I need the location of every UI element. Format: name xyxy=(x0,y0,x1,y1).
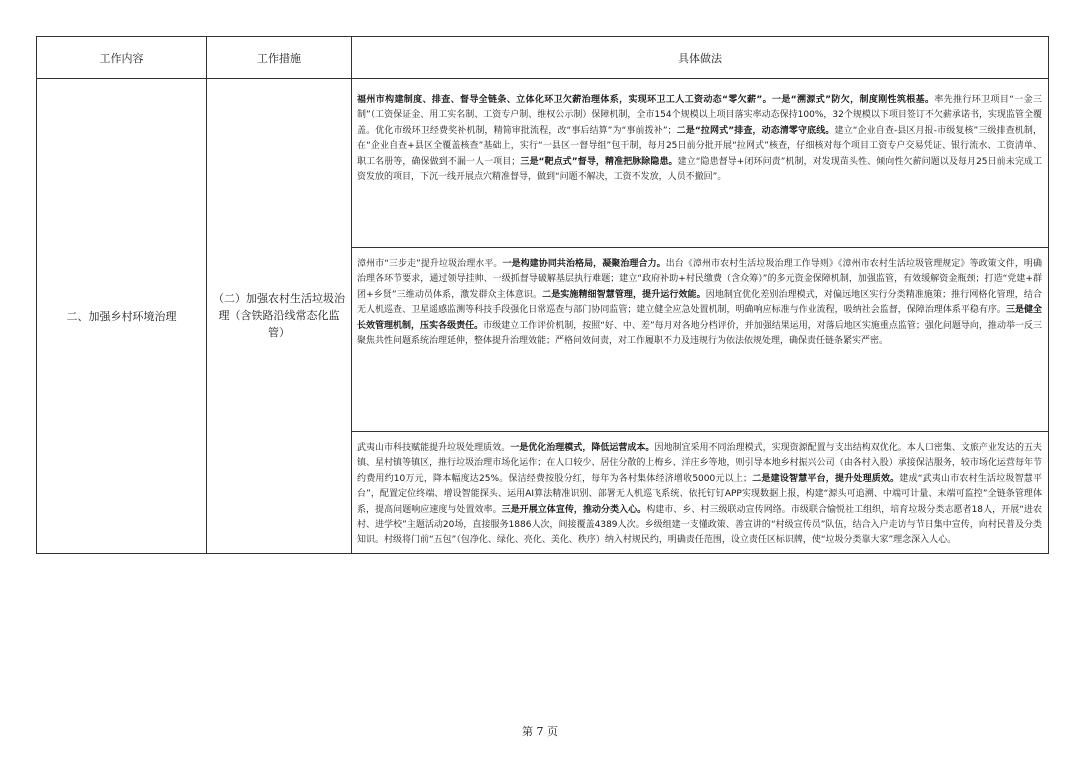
practice-key-point: 一是“溯源式”防欠，制度刚性筑根基。 xyxy=(772,95,935,105)
practice-text: 因地制宜采用不同治理模式，实现资源配置与支出结构双优化。本人口密集、文旅产业发达的五夫镇、星村镇等镇区，推行垃圾治理市场化运作；在人口较少、居住分散的上梅乡、洋庄乡等地，则引导本地乡村振兴公司（由各村入股）承接保洁服务，较市场化运营每年节约费用约10万元，降本幅度达25%。保洁经费按股分红，每年为各村集体经济增收5000元以上； xyxy=(357,443,1042,484)
practice-text: 建立“企业自查-县区月报-市级复核”三级排查机制，在“企业自查+县区全覆盖核查”基础上，实行“一县区一督导组”包干制，每月25日前分批开展“拉网式”核查，仔细核对每个项目工资专户交易凭证、银行流水、工资清单、职工名册等，确保做到不漏一人一项目； xyxy=(357,125,1042,167)
practice-block-zhangzhou xyxy=(352,248,1048,432)
table-row xyxy=(37,79,1049,554)
practice-key-point: 二是建设智慧平台，提升处理质效。 xyxy=(752,473,900,484)
header-specific-practice: 具体做法 xyxy=(352,37,1049,79)
practice-key-point: 一是优化治理模式，降低运营成本。 xyxy=(510,443,655,453)
measures-table xyxy=(36,36,1049,554)
practice-key-point: 二是实施精细智慧管理，提升运行效能。 xyxy=(542,289,706,300)
table-header-row xyxy=(37,37,1049,79)
practice-text: 市级建立工作评价机制，按照“好、中、差”每月对各地分档评价，并加强结果运用，对落后地区实施重点监管；强化问题导向，推动举一反三聚焦共性问题系统治理延伸，整体提升治理效能；严格问效问责，对工作履职不力及违规行为依法依规处理，确保责任链条紧实严密。 xyxy=(357,320,1042,347)
practice-cell xyxy=(352,79,1049,554)
work-content-cell: 二、加强乡村环境治理 xyxy=(37,79,207,554)
practice-text: 率先推行环卫项目“一金三制”（工资保证金、用工实名制、工资专户制、维权公示制）保障机制，全市154个规模以上项目落实率动态保持100%，32个规模以下项目签订不欠薪承诺书，实现监管全覆盖。优化市级环卫经费奖补机制，精简审批流程，改“事后结算”为“事前拨补”； xyxy=(357,95,1042,136)
practice-text: 出台《漳州市农村生活垃圾治理工作导则》《漳州市农村生活垃圾管理规定》等政策文件，明确治理各环节要求，通过领导挂帅、一级抓督导破解基层执行难题；建立“政府补助+村民缴费（含众筹）”的多元资金保障机制，加强监管，有效缓解资金瓶颈；打造“党建+群团+乡贤”三维动员体系，激发群众主体意识。 xyxy=(357,259,1042,300)
page-number: 第 7 页 xyxy=(522,725,558,738)
practice-block-fuzhou xyxy=(352,79,1048,248)
header-work-measure: 工作措施 xyxy=(207,37,352,79)
practice-text: 建成“武夷山市农村生活垃圾智慧平台”，配置定位终端、增设智能探头、运用AI算法精准识别、部署无人机巡飞系统、依托钉钉APP实现数据上报，构建“源头可追溯、中端可计量、末端可监控”全链条管理体系，提高问题响应速度与处置效率。 xyxy=(357,473,1042,515)
practice-text: 建立“隐患督导+闭环问责”机制，对发现苗头性、倾向性欠薪问题以及每月25日前未完成工资发放的项目，下沉一线开展点穴精准督导，做到“问题不解决，工资不发放，人员不撤回”。 xyxy=(357,156,1042,183)
practice-block-wuyishan xyxy=(352,432,1048,553)
practice-text: 因地制宜优化差别治理模式，对偏远地区实行分类精准施策；推行网格化管理，结合无人机巡查、卫星遥感监测等科技手段强化日常巡查与部门协同监管；建立健全应急处置机制，明确响应标准与作业流程，吸纳社会监督，保障治理体系平稳有序。 xyxy=(357,289,1042,316)
header-work-content: 工作内容 xyxy=(37,37,207,79)
practice-key-point: 三是“靶点式”督导，精准把脉除隐患。 xyxy=(520,156,678,167)
practice-key-point: 三是开展立体宣传，推动分类入心。 xyxy=(501,504,647,515)
practice-key-point: 一是构建协同共治格局，凝聚治理合力。 xyxy=(502,259,666,269)
practice-text: 漳州市“三步走”提升垃圾治理水平。 xyxy=(357,259,503,269)
practice-key-point: 福州市构建制度、排查、督导全链条、立体化环卫欠薪治理体系，实现环卫工人工资动态“零欠薪”。 xyxy=(357,95,773,105)
practice-key-point: 二是“拉网式”排查，动态清零守底线。 xyxy=(676,125,835,136)
work-measure-cell: （二）加强农村生活垃圾治理（含铁路沿线常态化监管） xyxy=(207,79,352,554)
practice-key-point: 三是健全长效管理机制，压实各级责任。 xyxy=(357,305,1042,331)
practice-text: 武夷山市科技赋能提升垃圾处理质效。 xyxy=(357,443,511,453)
practice-text: 构建市、乡、村三级联动宣传网络。市级联合愉悦社工组织，培育垃圾分类志愿者18人，开展“进农村、进学校”主题活动20场，直接服务1886人次，间接覆盖4389人次。乡级组建一支懂政策、善宣讲的“村级宣传员”队伍，结合入户走访与节日集中宣传，向村民普及分类知识。村级将门前“五包”（包净化、绿化、亮化、美化、秩序）纳入村规民约，明确责任范围，设立责任区标识牌，使“垃圾分类靠大家”理念深入人心。 xyxy=(357,504,1042,546)
